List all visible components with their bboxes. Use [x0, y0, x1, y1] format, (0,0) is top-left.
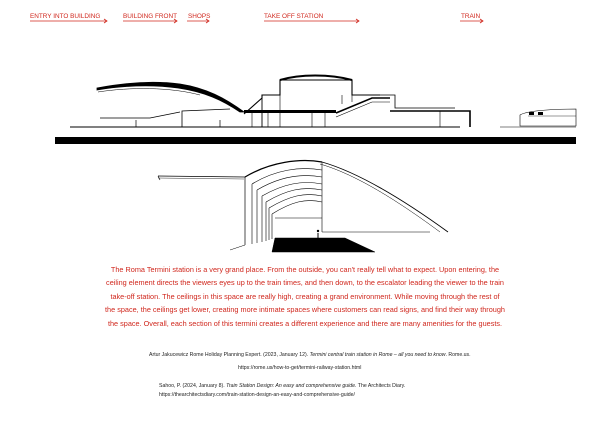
- station-perspective-drawing: [158, 161, 448, 252]
- reference-1-title: Termini central train station in Rome – all you need to know: [309, 352, 446, 358]
- reference-2: [159, 383, 405, 389]
- ground-slab: [55, 137, 576, 144]
- station-description: The Roma Termini station is a very grand place. From the outside, you can't really tell what to expect. Upon entering, the ceiling element directs the viewers eyes up to the train times, and then down, to the escalator leading the viewer to the train take-off station. The ceilings in this space are really high, creating a grand environment. While moving through the rest of the space, the ceilings get lower, creating more intimate spaces where customers can read signs, and find their way through the space. Overall, each section of this termini creates a different experience and there are many amenities for the guests.: [105, 265, 505, 328]
- station-section-drawing: [55, 76, 576, 145]
- reference-1-suffix: . Rome.us.: [445, 352, 471, 358]
- reference-2-suffix: . The Architects Diary.: [355, 383, 406, 389]
- reference-2-url[interactable]: https://thearchitectsdiary.com/train-station-design-an-easy-and-comprehensive-guide/: [159, 392, 355, 398]
- zone-label-building-front: BUILDING FRONT: [123, 13, 177, 20]
- zone-label-entry: ENTRY INTO BUILDING: [30, 13, 101, 20]
- zone-label-train: TRAIN: [461, 13, 481, 20]
- train-outline: [520, 109, 576, 126]
- zone-label-shops: SHOPS: [188, 13, 211, 20]
- reference-1-url[interactable]: https://rome.us/how-to-get/termini-railway-station.html: [238, 365, 362, 371]
- reference-2-prefix: Sahoo, P. (2024, January 8).: [159, 383, 227, 389]
- entrance-canopy: [97, 82, 244, 112]
- reference-2-title: Train Station Design: An easy and comprehensive guide: [226, 383, 356, 389]
- reference-1: [149, 352, 471, 358]
- reference-1-prefix: Artur Jakucewicz Rome Holiday Planning Expert. (2023, January 12).: [149, 352, 310, 358]
- zone-label-take-off-station: TAKE OFF STATION: [264, 13, 324, 20]
